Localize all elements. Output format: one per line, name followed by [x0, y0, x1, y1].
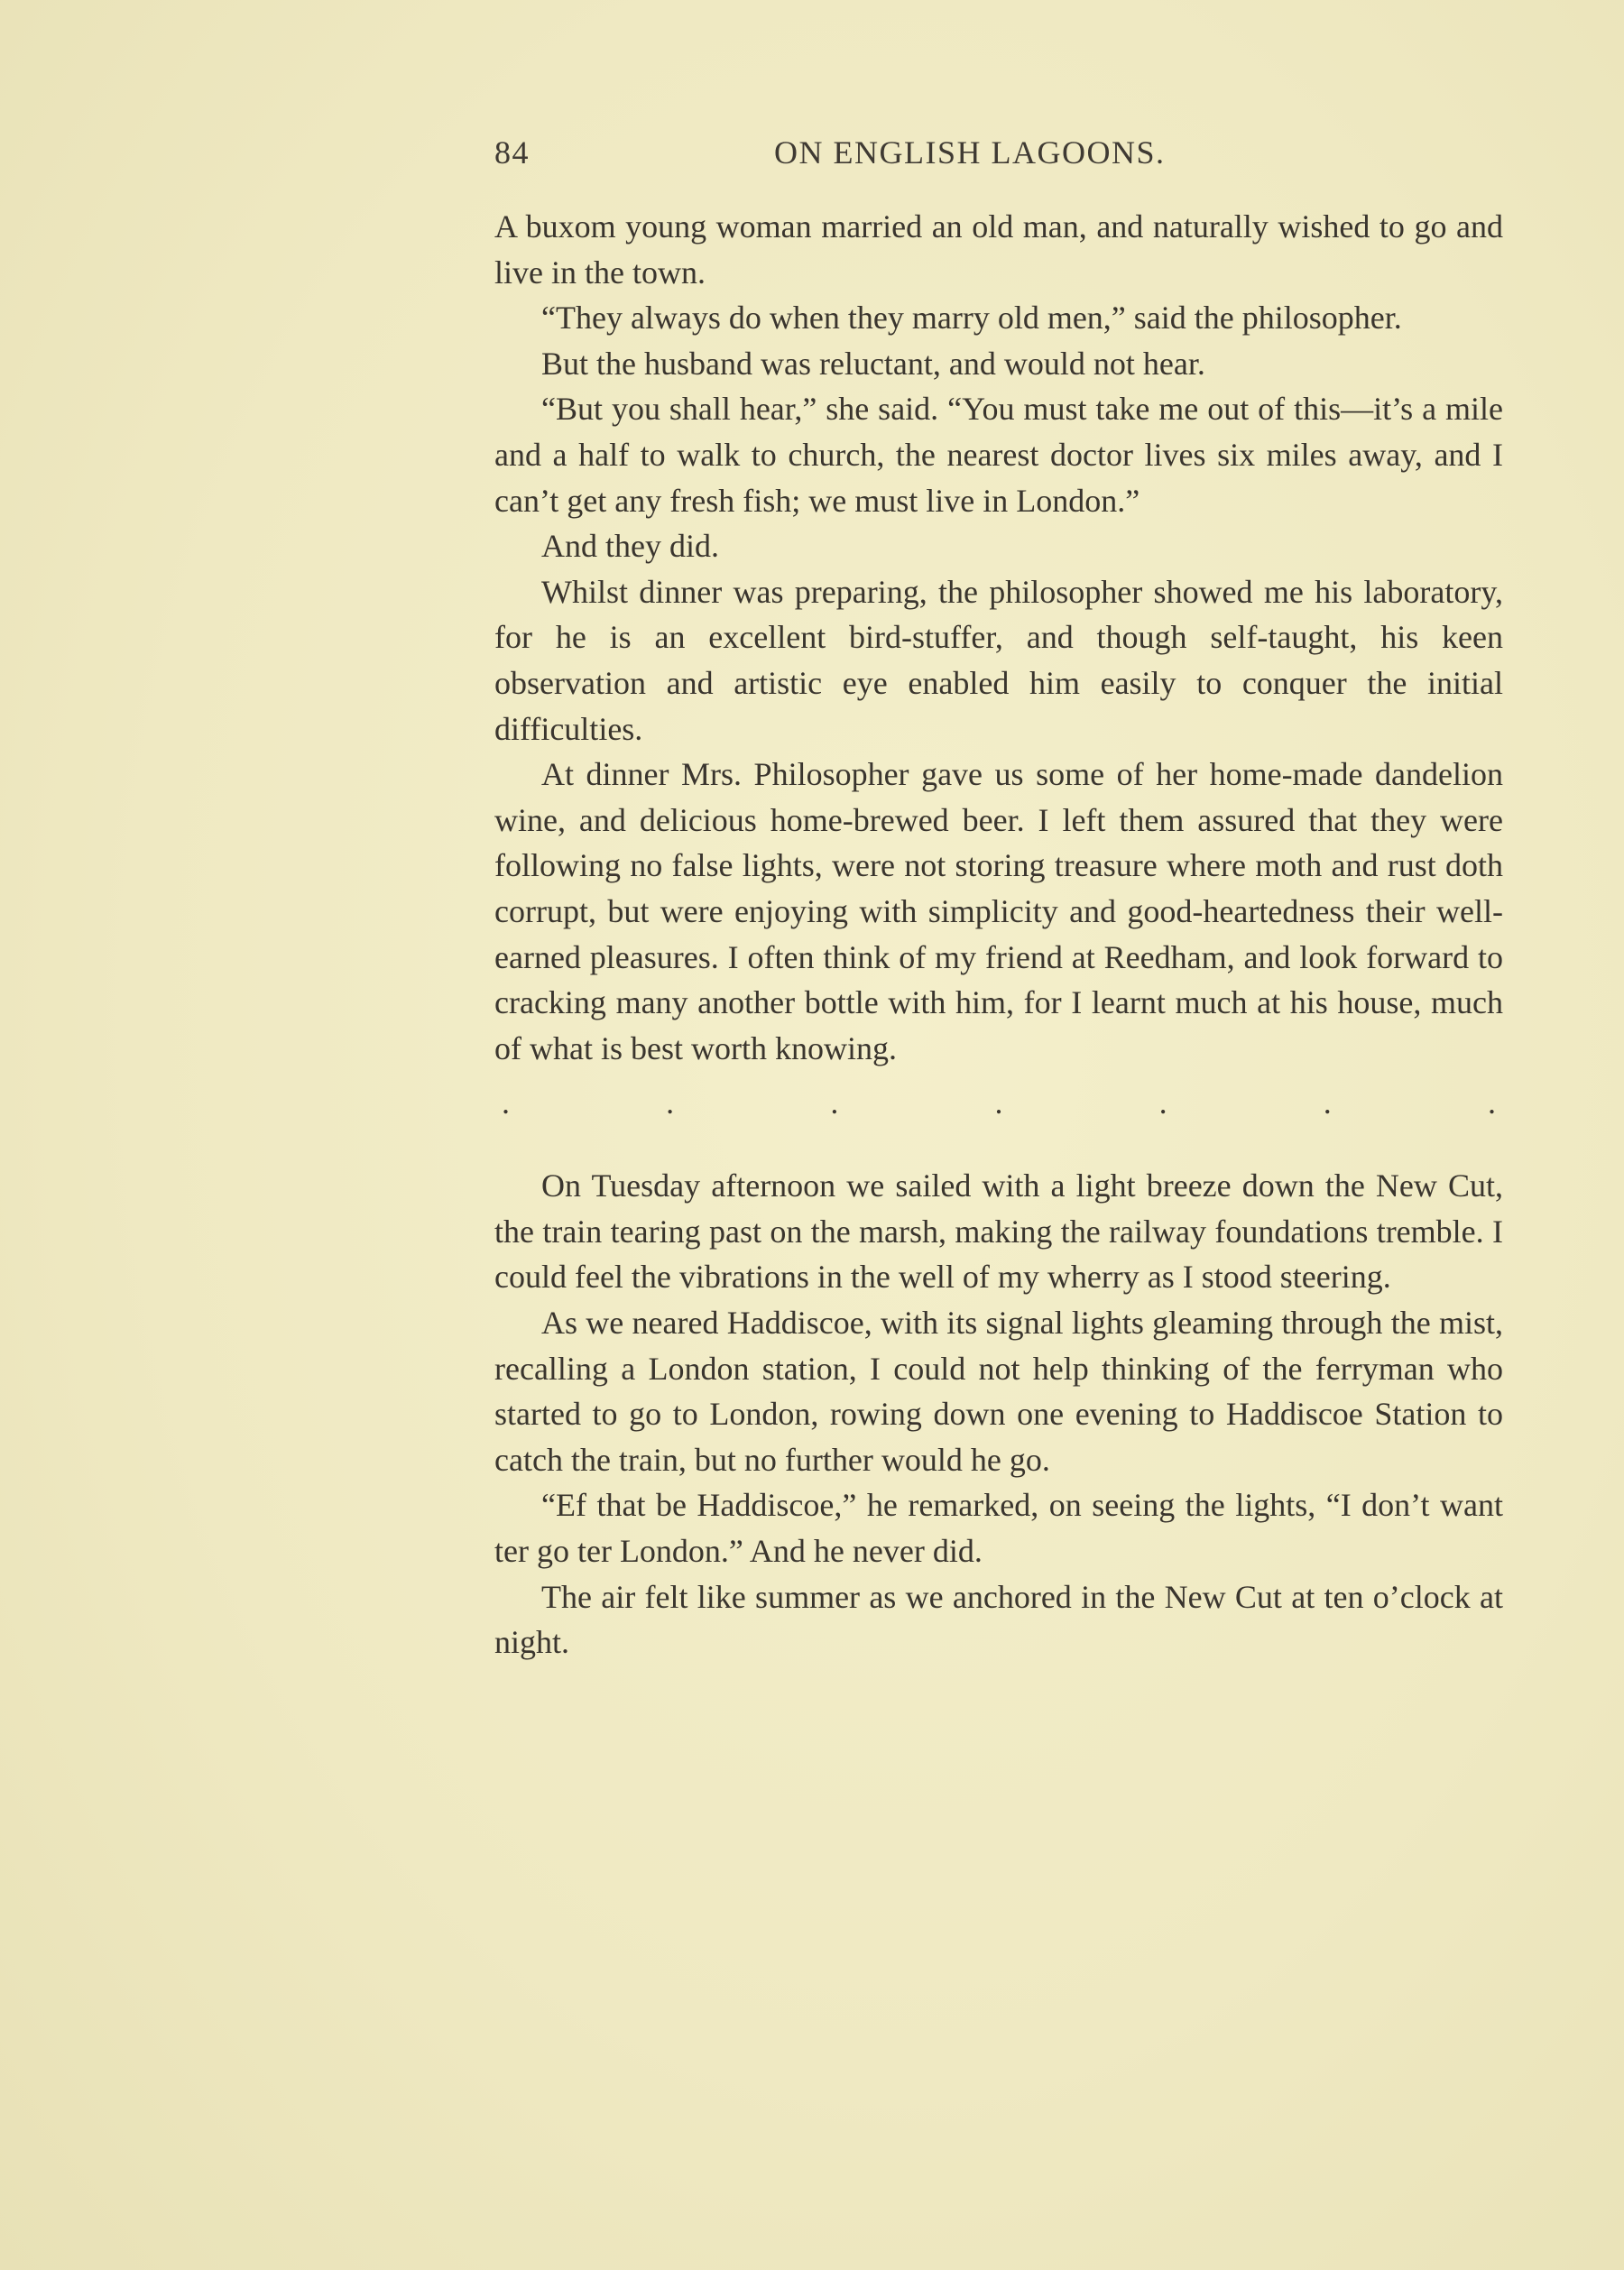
- paragraph: But the husband was reluctant, and would not hear.: [541, 345, 1205, 382]
- paragraph: At dinner Mrs. Philosopher gave us some of her home-made dandelion wine, and delicious home-brewed beer. I left them assured that they were following no false lights, were not storing treasure where moth and rust doth corrupt, but were enjoying with simplicity and good-heartedness their well-earned pleasures. I often think of my friend at Reedham, and look forward to cracking many another bottle with him, for I learnt much at his house, much of what is best worth knowing.: [494, 756, 1503, 1066]
- paragraph: Whilst dinner was preparing, the philosopher showed me his laboratory, for he is an excellent bird-stuffer, and though self-taught, his keen observation and artistic eye enabled him easily to conquer the initial difficulties.: [494, 573, 1503, 747]
- body-text: [494, 204, 1503, 1666]
- separator-dot: .: [1487, 1084, 1496, 1121]
- paragraph: A buxom young woman married an old man, and naturally wished to go and live in the town.: [494, 208, 1503, 291]
- separator-dot: .: [830, 1084, 839, 1121]
- separator-dot: .: [1158, 1084, 1167, 1121]
- page-header: [494, 134, 1216, 179]
- paragraph: And they did.: [541, 528, 719, 565]
- paragraph: “They always do when they marry old men,” said the philosopher.: [541, 300, 1402, 337]
- paragraph: “But you shall hear,” she said. “You must take me out of this—it’s a mile and a half to walk to church, the nearest doctor lives six miles away, and I can’t get any fresh fish; we must live in London.”: [494, 391, 1503, 519]
- page-number: 84: [494, 134, 530, 171]
- separator-dot: .: [666, 1084, 675, 1121]
- section-separator: [494, 1080, 1503, 1125]
- paragraph: “Ef that be Haddiscoe,” he remarked, on seeing the lights, “I don’t want ter go ter London.” And he never did.: [494, 1487, 1503, 1570]
- paragraph: On Tuesday afternoon we sailed with a light breeze down the New Cut, the train tearing past on the marsh, making the railway foundations tremble. I could feel the vibrations in the well of my wherry as I stood steering.: [494, 1167, 1503, 1296]
- separator-dot: .: [1323, 1084, 1332, 1121]
- separator-dot: .: [994, 1084, 1003, 1121]
- paragraph: The air felt like summer as we anchored in the New Cut at ten o’clock at night.: [494, 1578, 1503, 1661]
- running-head: ON ENGLISH LAGOONS.: [774, 134, 1166, 171]
- paragraph: As we neared Haddiscoe, with its signal lights gleaming through the mist, recalling a London station, I could not help thinking of the ferryman who started to go to London, rowing down one evening to Haddiscoe Station to catch the train, but no further would he go.: [494, 1305, 1503, 1478]
- separator-dot: .: [502, 1084, 510, 1121]
